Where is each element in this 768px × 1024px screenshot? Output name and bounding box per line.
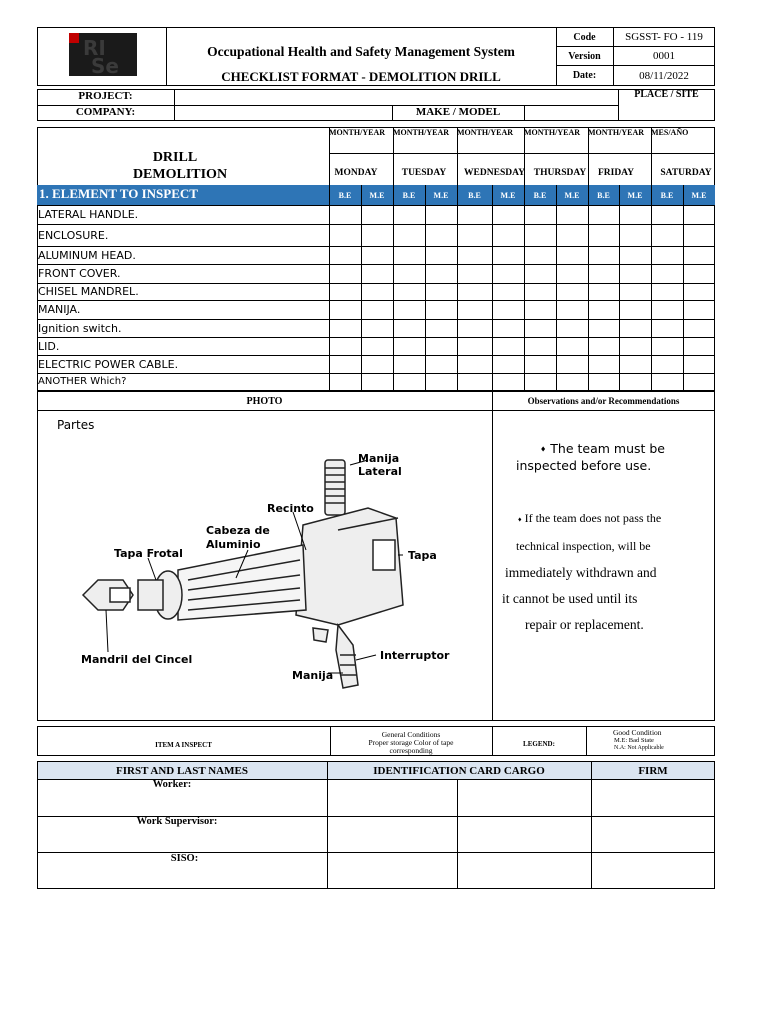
legend-bad: M.E: Bad State [614, 737, 654, 744]
svg-text:Se: Se [91, 54, 119, 76]
company-logo [69, 33, 137, 76]
check-cell[interactable] [620, 284, 651, 300]
check-cell[interactable] [493, 247, 524, 264]
row-worker: Worker: [152, 779, 192, 790]
day-monday: MONDAY [334, 168, 378, 178]
inspect-item: LID. [38, 339, 60, 353]
check-cell[interactable] [458, 206, 492, 224]
check-cell[interactable] [557, 284, 588, 300]
observation-2-line5: repair or replacement. [525, 617, 644, 632]
check-cell[interactable] [652, 320, 683, 337]
inspect-item: CHISEL MANDREL. [38, 285, 139, 298]
version-label: Version [568, 50, 601, 62]
company-field[interactable] [175, 106, 392, 121]
section-title-text: 1. ELEMENT TO INSPECT [39, 186, 198, 201]
legend-na: N.A: Not Applicable [614, 745, 664, 751]
month-year-label: MONTH/YEAR [393, 128, 449, 137]
drill-title-1: DRILL [152, 150, 198, 165]
check-cell[interactable] [589, 284, 619, 300]
label-cabeza-2: Aluminio [206, 538, 261, 551]
check-cell[interactable] [684, 356, 715, 373]
check-cell[interactable] [525, 338, 556, 355]
legend-label: LEGEND: [523, 740, 555, 748]
check-cell[interactable] [684, 206, 715, 224]
check-cell[interactable] [589, 247, 619, 264]
check-cell[interactable] [620, 225, 651, 246]
check-cell[interactable] [620, 247, 651, 264]
month-year-label: MONTH/YEAR [329, 128, 385, 137]
inspect-item: MANIJA. [38, 303, 81, 316]
check-cell[interactable] [493, 338, 524, 355]
be-header: B.E [468, 190, 481, 200]
observation-2-line4: it cannot be used until its [502, 591, 638, 606]
col-firm: FIRM [638, 765, 668, 777]
check-cell[interactable] [426, 301, 457, 319]
me-header: M.E [691, 190, 707, 200]
check-cell[interactable] [557, 338, 588, 355]
check-cell[interactable] [557, 356, 588, 373]
check-cell[interactable] [525, 265, 556, 283]
check-cell[interactable] [684, 301, 715, 319]
inspect-item: ANOTHER Which? [38, 375, 127, 387]
check-cell[interactable] [426, 206, 457, 224]
check-cell[interactable] [652, 206, 683, 224]
check-cell[interactable] [557, 206, 588, 224]
label-tapa: Tapa [408, 549, 437, 562]
observation-2-line2: technical inspection, will be [516, 539, 651, 553]
check-cell[interactable] [620, 356, 651, 373]
be-header: B.E [338, 190, 352, 200]
observation-2-line1: ♦ If the team does not pass the [518, 511, 662, 525]
me-header: M.E [369, 190, 385, 200]
check-cell[interactable] [426, 225, 457, 246]
inspect-item: Ignition switch. [38, 321, 122, 335]
check-cell[interactable] [330, 206, 361, 224]
check-cell[interactable] [589, 338, 619, 355]
check-cell[interactable] [394, 338, 425, 355]
code-value: SGSST- FO - 119 [625, 30, 703, 43]
check-cell[interactable] [684, 374, 715, 391]
check-cell[interactable] [684, 320, 715, 337]
check-cell[interactable] [620, 206, 651, 224]
month-year-label: MONTH/YEAR [457, 128, 513, 137]
inspect-item: LATERAL HANDLE. [38, 208, 139, 221]
label-cabeza-1: Cabeza de [206, 524, 270, 537]
project-label: PROJECT: [78, 90, 133, 102]
check-cell[interactable] [684, 225, 715, 246]
check-cell[interactable] [330, 301, 361, 319]
company-label: COMPANY: [75, 106, 136, 118]
check-cell[interactable] [652, 301, 683, 319]
check-cell[interactable] [557, 374, 588, 391]
me-header: M.E [564, 190, 580, 200]
check-cell[interactable] [362, 206, 393, 224]
check-cell[interactable] [458, 265, 492, 283]
check-cell[interactable] [620, 374, 651, 391]
project-field[interactable] [175, 90, 618, 105]
label-interruptor: Interruptor [380, 649, 450, 662]
make-model-label: MAKE / MODEL [415, 106, 501, 118]
check-cell[interactable] [525, 374, 556, 391]
check-cell[interactable] [652, 356, 683, 373]
check-cell[interactable] [426, 374, 457, 391]
svg-text:RI: RI [83, 36, 106, 60]
observation-1-line1: ♦ The team must be [540, 441, 665, 456]
check-cell[interactable] [493, 374, 524, 391]
check-cell[interactable] [652, 284, 683, 300]
label-manija: Manija [292, 669, 334, 682]
day-tuesday: TUESDAY [401, 168, 447, 178]
month-year-label: MONTH/YEAR [588, 128, 644, 137]
check-cell[interactable] [684, 338, 715, 355]
col-names: FIRST AND LAST NAMES [116, 765, 248, 777]
label-manija-lateral-2: Lateral [358, 465, 402, 478]
inspect-item: ELECTRIC POWER CABLE. [38, 357, 179, 371]
check-cell[interactable] [426, 247, 457, 264]
check-cell[interactable] [525, 320, 556, 337]
check-cell[interactable] [426, 356, 457, 373]
check-cell[interactable] [493, 265, 524, 283]
observation-1-line2: inspected before use. [516, 458, 652, 473]
date-value: 08/11/2022 [639, 69, 689, 82]
check-cell[interactable] [362, 225, 393, 246]
drill-title-2: DEMOLITION [132, 167, 228, 182]
check-cell[interactable] [394, 247, 425, 264]
check-cell[interactable] [362, 301, 393, 319]
check-cell[interactable] [458, 338, 492, 355]
day-thursday: THURSDAY [533, 168, 587, 178]
check-cell[interactable] [493, 225, 524, 246]
check-cell[interactable] [557, 265, 588, 283]
check-cell[interactable] [458, 320, 492, 337]
check-cell[interactable] [362, 265, 393, 283]
check-cell[interactable] [589, 374, 619, 391]
day-saturday: SATURDAY [660, 168, 712, 178]
check-cell[interactable] [330, 225, 361, 246]
inspect-item: ENCLOSURE. [38, 228, 109, 242]
check-cell[interactable] [493, 284, 524, 300]
check-cell[interactable] [557, 225, 588, 246]
check-cell[interactable] [330, 374, 361, 391]
parts-title: Partes [57, 418, 95, 432]
check-cell[interactable] [330, 284, 361, 300]
check-cell[interactable] [330, 320, 361, 337]
me-header: M.E [500, 190, 516, 200]
month-year-label: MONTH/YEAR [524, 128, 580, 137]
observation-2-line3: immediately withdrawn and [505, 565, 657, 580]
label-recinto: Recinto [267, 502, 314, 515]
check-cell[interactable] [458, 374, 492, 391]
check-cell[interactable] [362, 247, 393, 264]
check-cell[interactable] [620, 320, 651, 337]
me-header: M.E [433, 190, 449, 200]
check-cell[interactable] [362, 356, 393, 373]
check-cell[interactable] [394, 265, 425, 283]
check-cell[interactable] [652, 225, 683, 246]
check-cell[interactable] [394, 206, 425, 224]
check-cell[interactable] [620, 265, 651, 283]
check-cell[interactable] [426, 284, 457, 300]
check-cell[interactable] [525, 225, 556, 246]
legend-good: Good Condition [613, 728, 662, 737]
day-wednesday: WEDNESDAY [464, 168, 525, 178]
legend-item-label: ITEM A INSPECT [155, 741, 212, 749]
month-year-label: MES/AÑO [651, 128, 689, 137]
check-cell[interactable] [652, 265, 683, 283]
photo-header: PHOTO [246, 396, 283, 407]
me-header: M.E [627, 190, 643, 200]
check-cell[interactable] [394, 225, 425, 246]
check-cell[interactable] [394, 356, 425, 373]
row-siso: SISO: [170, 853, 199, 864]
check-cell[interactable] [684, 247, 715, 264]
check-cell[interactable] [394, 320, 425, 337]
be-header: B.E [402, 190, 416, 200]
check-cell[interactable] [426, 265, 457, 283]
check-cell[interactable] [458, 225, 492, 246]
legend-general-1: General Conditions [381, 730, 441, 739]
check-cell[interactable] [394, 374, 425, 391]
check-cell[interactable] [394, 301, 425, 319]
check-cell[interactable] [458, 247, 492, 264]
check-cell[interactable] [362, 320, 393, 337]
checklist-title: CHECKLIST FORMAT - DEMOLITION DRILL [221, 69, 501, 84]
check-cell[interactable] [684, 284, 715, 300]
check-cell[interactable] [426, 338, 457, 355]
legend-general-3: corresponding [389, 746, 433, 755]
check-cell[interactable] [330, 265, 361, 283]
check-cell[interactable] [458, 284, 492, 300]
label-manija-lateral-1: Manija [358, 452, 400, 465]
check-cell[interactable] [362, 284, 393, 300]
inspect-item: FRONT COVER. [38, 267, 121, 280]
check-cell[interactable] [525, 247, 556, 264]
check-cell[interactable] [652, 374, 683, 391]
day-friday: FRIDAY [597, 168, 635, 178]
check-cell[interactable] [493, 301, 524, 319]
date-label: Date: [572, 70, 597, 81]
inspect-item: ALUMINUM HEAD. [38, 248, 136, 262]
be-header: B.E [660, 190, 674, 200]
label-mandril: Mandril del Cincel [81, 653, 193, 666]
check-cell[interactable] [652, 247, 683, 264]
legend-general-2: Proper storage Color of tape [368, 738, 454, 747]
system-title: Occupational Health and Safety Management System [207, 44, 515, 59]
check-cell[interactable] [589, 301, 619, 319]
check-cell[interactable] [525, 206, 556, 224]
check-cell[interactable] [589, 356, 619, 373]
check-cell[interactable] [589, 320, 619, 337]
drill-illustration [38, 430, 493, 720]
check-cell[interactable] [525, 284, 556, 300]
check-cell[interactable] [620, 338, 651, 355]
label-tapa-frontal: Tapa Frotal [114, 547, 183, 560]
col-id-cargo: IDENTIFICATION CARD CARGO [373, 765, 545, 777]
check-cell[interactable] [493, 320, 524, 337]
check-cell[interactable] [589, 225, 619, 246]
observations-header: Observations and/or Recommendations [527, 396, 680, 406]
check-cell[interactable] [330, 338, 361, 355]
check-cell[interactable] [589, 206, 619, 224]
check-cell[interactable] [458, 301, 492, 319]
make-model-field[interactable] [525, 106, 618, 121]
check-cell[interactable] [493, 356, 524, 373]
check-cell[interactable] [493, 206, 524, 224]
check-cell[interactable] [525, 301, 556, 319]
check-cell[interactable] [330, 356, 361, 373]
check-cell[interactable] [394, 284, 425, 300]
check-cell[interactable] [426, 320, 457, 337]
check-cell[interactable] [652, 338, 683, 355]
check-cell[interactable] [362, 338, 393, 355]
code-label: Code [573, 31, 596, 43]
check-cell[interactable] [330, 247, 361, 264]
be-header: B.E [597, 190, 610, 200]
check-cell[interactable] [525, 356, 556, 373]
check-cell[interactable] [557, 320, 588, 337]
check-cell[interactable] [557, 247, 588, 264]
check-cell[interactable] [684, 265, 715, 283]
check-cell[interactable] [589, 265, 619, 283]
check-cell[interactable] [557, 301, 588, 319]
check-cell[interactable] [458, 356, 492, 373]
check-cell[interactable] [620, 301, 651, 319]
place-label: PLACE / SITE [634, 89, 699, 100]
check-cell[interactable] [362, 374, 393, 391]
row-supervisor: Work Supervisor: [136, 816, 218, 827]
be-header: B.E [533, 190, 547, 200]
version-value: 0001 [653, 49, 675, 62]
